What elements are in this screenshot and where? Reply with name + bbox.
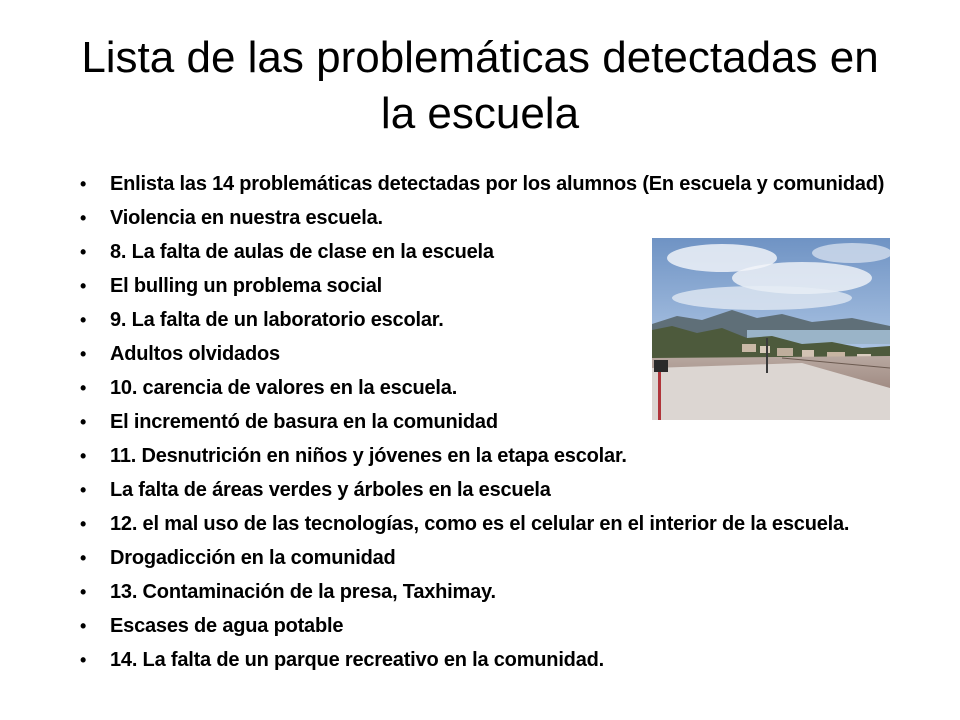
list-item-text: 8. La falta de aulas de clase en la escuela: [110, 241, 494, 263]
list-item-text: Violencia en nuestra escuela.: [110, 207, 383, 229]
list-item-text: 10. carencia de valores en la escuela.: [110, 377, 458, 399]
landscape-photo-graphic: [652, 238, 890, 420]
list-item-text: 14. La falta de un parque recreativo en la comunidad.: [110, 649, 604, 671]
list-item-text: El incrementó de basura en la comunidad: [110, 411, 498, 433]
list-item-text: 12. el mal uso de las tecnologías, como es el celular en el interior de la escuela.: [110, 513, 850, 535]
list-item-text: El bulling un problema social: [110, 275, 383, 297]
bullet-icon: •: [80, 446, 87, 466]
list-item-text: 11. Desnutrición en niños y jóvenes en la etapa escolar.: [110, 445, 627, 467]
bullet-icon: •: [80, 480, 87, 500]
bullet-icon: •: [80, 616, 87, 636]
bullet-icon: •: [80, 242, 87, 262]
list-item: [80, 445, 900, 467]
bullet-icon: •: [80, 548, 87, 568]
list-item: [80, 173, 900, 195]
list-item-text: 13. Contaminación de la presa, Taxhimay.: [110, 581, 496, 603]
list-item: [80, 479, 900, 501]
list-item-text: Escases de agua potable: [110, 615, 344, 637]
bullet-icon: •: [80, 174, 87, 194]
list-item-text: Drogadicción en la comunidad: [110, 547, 396, 569]
list-item: [80, 547, 900, 569]
landscape-photo: [652, 238, 890, 420]
list-item: [80, 615, 900, 637]
list-item-text: Adultos olvidados: [110, 343, 280, 365]
bullet-icon: •: [80, 378, 87, 398]
list-item-text: Enlista las 14 problemáticas detectadas por los alumnos (En escuela y comunidad): [110, 173, 885, 195]
bullet-icon: •: [80, 514, 87, 534]
list-item-text: 9. La falta de un laboratorio escolar.: [110, 309, 444, 331]
bullet-icon: •: [80, 344, 87, 364]
bullet-icon: •: [80, 412, 87, 432]
bullet-icon: •: [80, 276, 87, 296]
bullet-icon: •: [80, 582, 87, 602]
list-item: [80, 207, 900, 229]
bullet-icon: •: [80, 310, 87, 330]
list-item: [80, 513, 900, 535]
list-item: [80, 581, 900, 603]
list-item-text: La falta de áreas verdes y árboles en la escuela: [110, 479, 551, 501]
bullet-icon: •: [80, 208, 87, 228]
slide-title: Lista de las problemáticas detectadas en la escuela: [81, 33, 879, 138]
list-item: [80, 649, 900, 671]
bullet-icon: •: [80, 650, 87, 670]
